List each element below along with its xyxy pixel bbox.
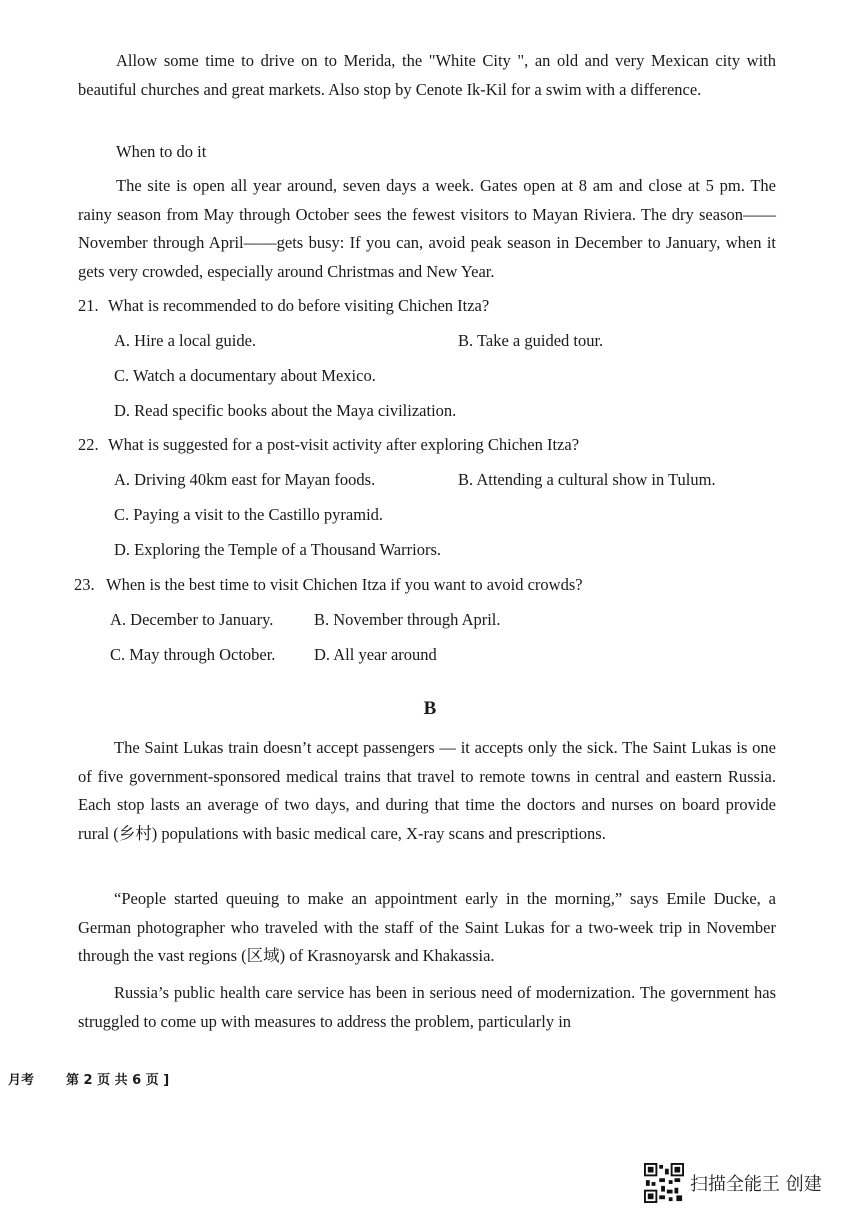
question-number: 21.	[78, 296, 99, 315]
option-a: A. Hire a local guide.	[114, 331, 257, 350]
option-c: C. Watch a documentary about Mexico.	[114, 366, 376, 385]
option-d: D. Read specific books about the Maya civilization.	[114, 401, 457, 420]
option-a: A. Driving 40km east for Mayan foods.	[114, 470, 376, 489]
footer-exam-label: 月考	[8, 1073, 35, 1088]
option-b: B. Attending a cultural show in Tulum.	[458, 470, 716, 489]
question-number: 23.	[74, 575, 95, 594]
option-a: A. December to January.	[110, 610, 274, 629]
qr-code-icon	[644, 1163, 684, 1203]
option-c: C. Paying a visit to the Castillo pyramid.	[114, 505, 384, 524]
question-text: When is the best time to visit Chichen Itza if you want to avoid crowds?	[106, 575, 583, 594]
passage-b-paragraph-3: Russia’s public health care service has been in serious need of modernization. The government has struggled to come up with measures to address the problem, particularly in	[78, 983, 776, 1031]
question-text: What is suggested for a post-visit activity after exploring Chichen Itza?	[108, 435, 580, 454]
when-to-do-it-heading: When to do it	[116, 142, 207, 161]
option-b: B. November through April.	[314, 610, 501, 629]
option-c: C. May through October.	[110, 645, 276, 664]
footer-page-number: 第 2 页 共 6 页 ]	[66, 1073, 170, 1088]
question-text: What is recommended to do before visiting Chichen Itza?	[108, 296, 490, 315]
when-paragraph: The site is open all year around, seven days a week. Gates open at 8 am and close at 5 pm. The rainy season from May through October sees the fewest visitors to Mayan Riviera. The dry season—— November through April——gets busy: If you can, avoid peak season in December to January, when it gets very crowded, especially around Christmas and New Year.	[78, 176, 776, 281]
passage-b-paragraph-1: The Saint Lukas train doesn’t accept passengers — it accepts only the sick. The Saint Lukas is one of five government-sponsored medical trains that travel to remote towns in central and eastern Russia. Each stop lasts an average of two days, and during that time the doctors and nurses on board provide rural (乡村) populations with basic medical care, X-ray scans and prescriptions.	[78, 738, 776, 843]
question-number: 22.	[78, 435, 99, 454]
option-b: B. Take a guided tour.	[458, 331, 604, 350]
scanner-watermark: 扫描全能王 创建	[690, 1174, 822, 1195]
passage-b-paragraph-2: “People started queuing to make an appointment early in the morning,” says Emile Ducke, a German photographer who traveled with the staff of the Saint Lukas for a two-week trip in November through the vast regions (区域) of Krasnoyarsk and Khakassia.	[78, 889, 776, 965]
option-d: D. All year around	[314, 645, 437, 664]
section-b-heading: B	[423, 698, 437, 719]
option-d: D. Exploring the Temple of a Thousand Warriors.	[114, 540, 441, 559]
merida-paragraph: Allow some time to drive on to Merida, the "White City ", an old and very Mexican city with beautiful churches and great markets. Also stop by Cenote Ik-Kil for a swim with a difference.	[78, 51, 776, 99]
